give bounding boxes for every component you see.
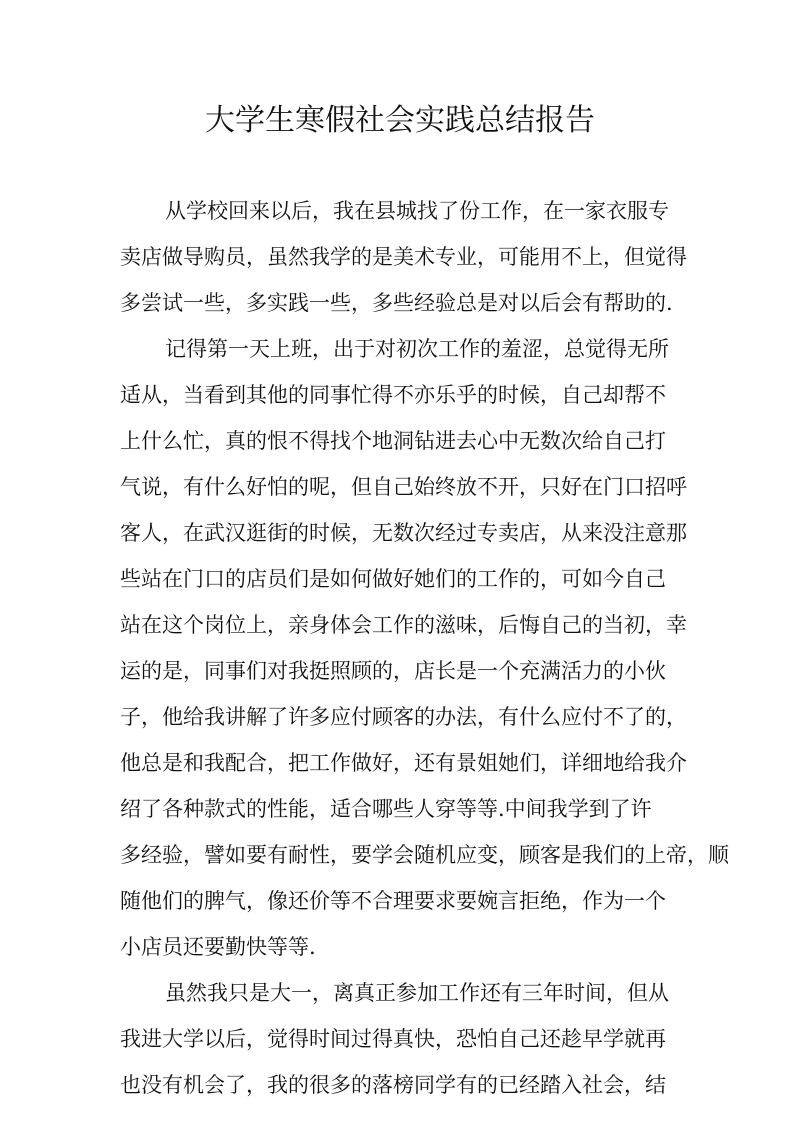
- paragraph-line: 上什么忙，真的恨不得找个地洞钻进去心中无数次给自己打: [120, 429, 666, 453]
- paragraph-line: 气说，有什么好怕的呢，但自己始终放不开，只好在门口招呼: [120, 475, 687, 499]
- paragraph-line: 随他们的脾气，像还价等不合理要求要婉言拒绝，作为一个: [120, 889, 666, 913]
- paragraph-line: 从学校回来以后，我在县城找了份工作，在一家衣服专: [165, 199, 669, 223]
- paragraph-line: 多尝试一些，多实践一些，多些经验总是对以后会有帮助的.: [120, 291, 673, 315]
- paragraph-line: 小店员还要勤快等等.: [120, 935, 316, 959]
- paragraph-line: 客人，在武汉逛街的时候，无数次经过专卖店，从来没注意那: [120, 521, 687, 545]
- paragraph-line: 些站在门口的店员们是如何做好她们的工作的，可如今自己: [120, 567, 666, 591]
- paragraph-line: 他总是和我配合，把工作做好，还有景姐她们，详细地给我介: [120, 751, 687, 775]
- paragraph-line: 运的是，同事们对我挺照顾的，店长是一个充满活力的小伙: [120, 659, 666, 683]
- paragraph-line: 我进大学以后，觉得时间过得真快，恐怕自己还趁早学就再: [120, 1027, 666, 1051]
- paragraph-line: 卖店做导购员，虽然我学的是美术专业，可能用不上，但觉得: [120, 245, 687, 269]
- paragraph-line: 虽然我只是大一，离真正参加工作还有三年时间，但从: [165, 981, 669, 1005]
- paragraph-line: 也没有机会了，我的很多的落榜同学有的已经踏入社会，结: [120, 1073, 666, 1097]
- paragraph-line: 绍了各种款式的性能，适合哪些人穿等等.中间我学到了许: [120, 797, 652, 821]
- document-title: 大学生寒假社会实践总结报告: [205, 103, 595, 138]
- paragraph-line: 适从，当看到其他的同事忙得不亦乐乎的时候，自己却帮不: [120, 383, 666, 407]
- paragraph-line: 子，他给我讲解了许多应付顾客的办法，有什么应付不了的，: [120, 705, 687, 729]
- paragraph-line: 站在这个岗位上，亲身体会工作的滋味，后悔自己的当初，幸: [120, 613, 687, 637]
- paragraph-line: 多经验，譬如要有耐性，要学会随机应变，顾客是我们的上帝，顺: [120, 843, 729, 867]
- paragraph-line: 记得第一天上班，出于对初次工作的羞涩，总觉得无所: [165, 337, 669, 361]
